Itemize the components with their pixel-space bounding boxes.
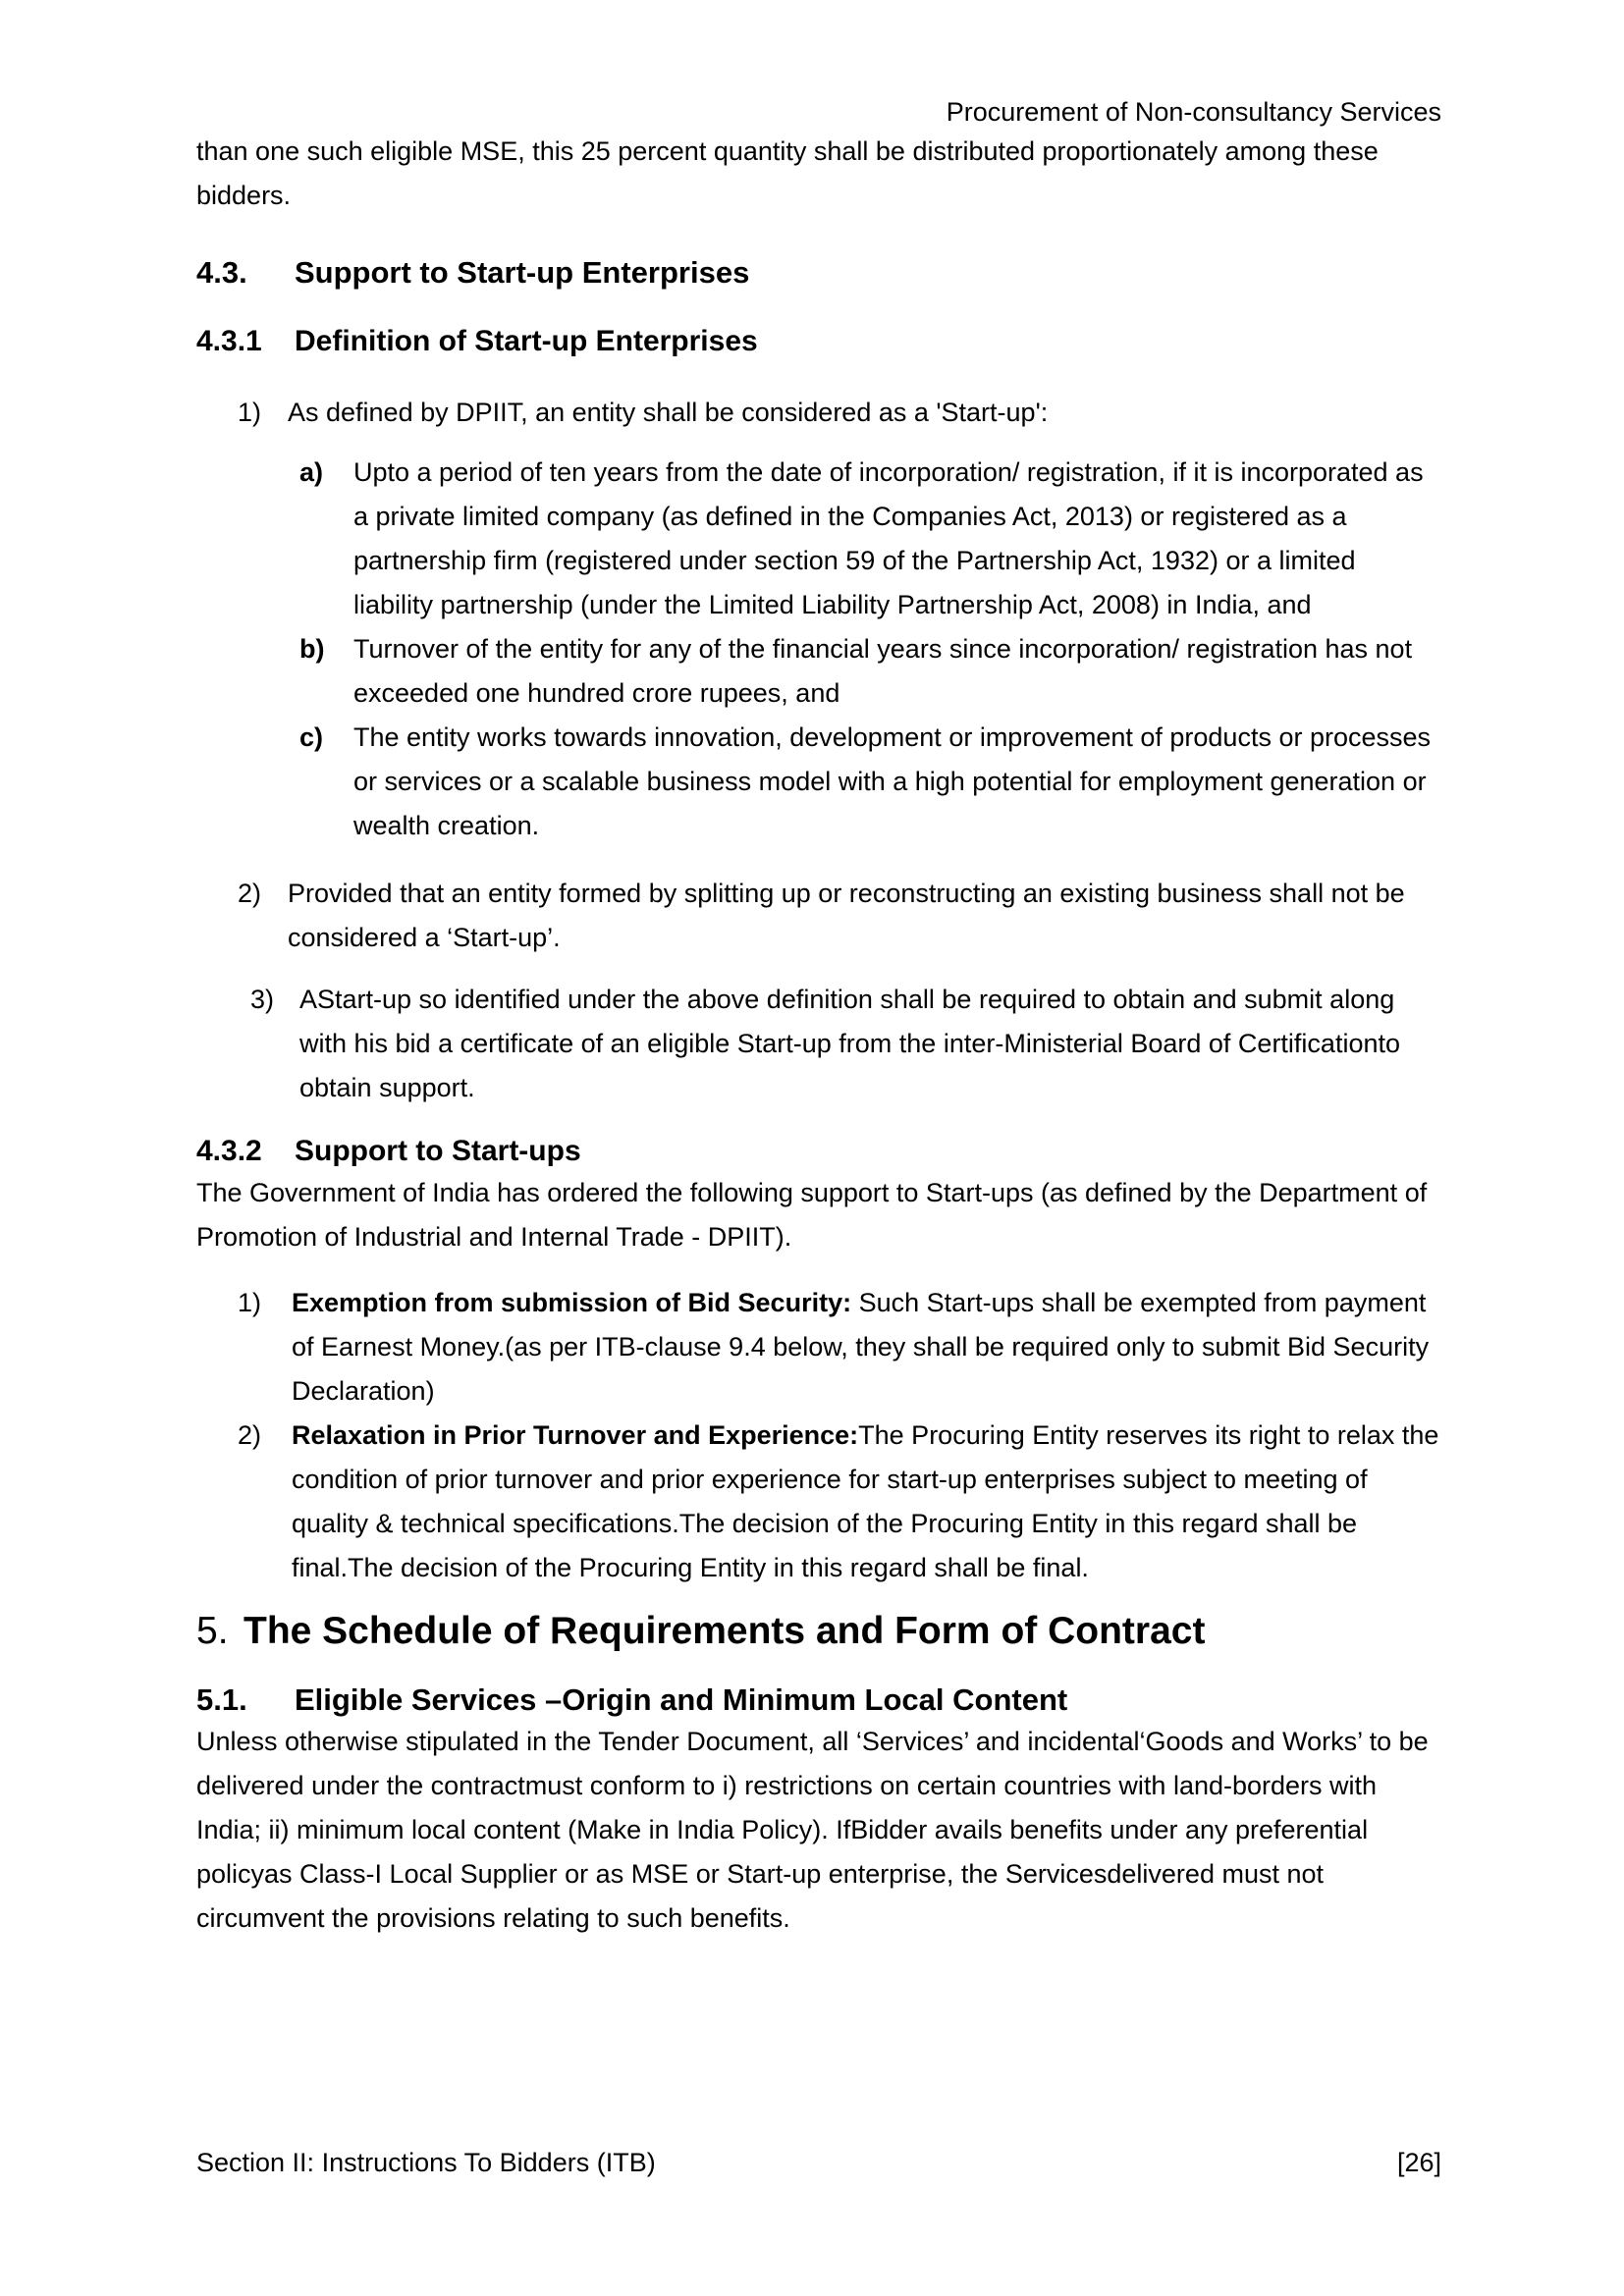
list-item-text: Upto a period of ten years from the date of incorporation/ registration, if it is incorporated as a private limited company (as defined in the Companies Act, 2013) or registered as a partnership firm (registered under section 59 of the Partnership Act, 1932) or a limited liability partnership (under the Limited Liability Partnership Act, 2008) in India, and <box>353 457 1424 619</box>
footer-section-label: Section II: Instructions To Bidders (ITB) <box>196 2148 656 2177</box>
footer-page-number: [26] <box>1396 2148 1441 2177</box>
section-number: 5.1. <box>196 1682 247 1717</box>
support-list <box>196 1281 1441 1590</box>
section-title: Support to Start-up Enterprises <box>295 255 750 290</box>
list-item-text <box>292 1281 1441 1414</box>
list-item-text: As defined by DPIIT, an entity shall be considered as a 'Start-up': <box>288 398 1049 427</box>
section-number: 5. <box>196 1610 229 1652</box>
list-item-text: The entity works towards innovation, development or improvement of products or processes or services or a scalable business model with a high potential for employment generation or wealth creation. <box>353 722 1432 840</box>
list-item-lead: Relaxation in Prior Turnover and Experience: <box>292 1420 859 1450</box>
list-item-text: AStart-up so identified under the above definition shall be required to obtain and submit along with his bid a certificate of an eligible Start-up from the inter-Ministerial Board of Certificationto obtain support. <box>299 985 1401 1102</box>
list-item-marker: 2) <box>238 1420 262 1450</box>
list-item <box>238 1414 1441 1590</box>
section-title: The Schedule of Requirements and Form of Contract <box>244 1610 1206 1652</box>
list-item-marker: 3) <box>250 985 275 1014</box>
section-number: 4.3.1 <box>196 325 262 357</box>
section-title: Definition of Start-up Enterprises <box>295 325 758 357</box>
list-item <box>238 391 1441 435</box>
list-item-marker: a) <box>299 457 324 487</box>
section-heading-4-3-2 <box>196 1132 1441 1171</box>
list-item-marker: 1) <box>238 1288 262 1317</box>
section-number: 4.3.2 <box>196 1135 262 1167</box>
list-item-lead: Exemption from submission of Bid Security: <box>292 1288 852 1317</box>
header-text: Procurement of Non-consultancy Services <box>946 97 1441 127</box>
section-heading-5 <box>196 1608 1441 1655</box>
intro-paragraph: than one such eligible MSE, this 25 percent quantity shall be distributed proportionately among these bidders. <box>196 136 1379 210</box>
support-intro-paragraph: The Government of India has ordered the following support to Start-ups (as defined by the Department of Promotion of Industrial and Internal Trade - DPIIT). <box>196 1178 1428 1252</box>
list-item-text <box>292 1414 1441 1590</box>
page-footer <box>196 2145 1441 2180</box>
page-header <box>196 0 1441 130</box>
section-heading-4-3 <box>196 253 1441 293</box>
eligible-paragraph: Unless otherwise stipulated in the Tender Document, all ‘Services’ and incidental‘Goods and Works’ to be delivered under the contractmust conform to i) restrictions on certain countries with land-borders with India; ii) minimum local content (Make in India Policy). IfBidder avails benefits under any preferential policyas Class-I Local Supplier or as MSE or Start-up enterprise, the Servicesdelivered must not circumvent the provisions relating to such benefits. <box>196 1727 1429 1933</box>
list-item-text: Turnover of the entity for any of the financial years since incorporation/ registration has not exceeded one hundred crore rupees, and <box>353 634 1413 708</box>
list-item-marker: c) <box>299 722 324 752</box>
section-title: Support to Start-ups <box>295 1135 581 1167</box>
sub-list <box>299 451 1441 848</box>
section-heading-5-1 <box>196 1681 1441 1720</box>
list-item-body: The Procuring Entity reserves its right to relax the condition of prior turnover and prior experience for start-up enterprises subject to meeting of quality & technical specifications.The decision of the Procuring Entity in this regard shall be final.The decision of the Procuring Entity in this regard shall be final. <box>292 1420 1439 1582</box>
list-item-text: Provided that an entity formed by splitting up or reconstructing an existing business shall not be considered a ‘Start-up’. <box>288 879 1405 952</box>
list-item-marker: b) <box>299 634 325 664</box>
section-number: 4.3. <box>196 255 247 290</box>
list-item <box>299 716 1441 848</box>
list-item <box>238 872 1441 960</box>
list-item-marker: 1) <box>238 398 262 427</box>
list-item-marker: 2) <box>238 879 262 908</box>
section-heading-4-3-1 <box>196 322 1441 361</box>
list-item <box>299 627 1441 716</box>
section-title: Eligible Services –Origin and Minimum Local Content <box>295 1682 1068 1717</box>
list-item <box>238 1281 1441 1414</box>
list-item <box>299 451 1441 627</box>
list-item-body: Such Start-ups shall be exempted from payment of Earnest Money.(as per ITB-clause 9.4 below, they shall be required only to submit Bid Security Declaration) <box>292 1288 1430 1406</box>
list-item <box>250 978 1441 1110</box>
